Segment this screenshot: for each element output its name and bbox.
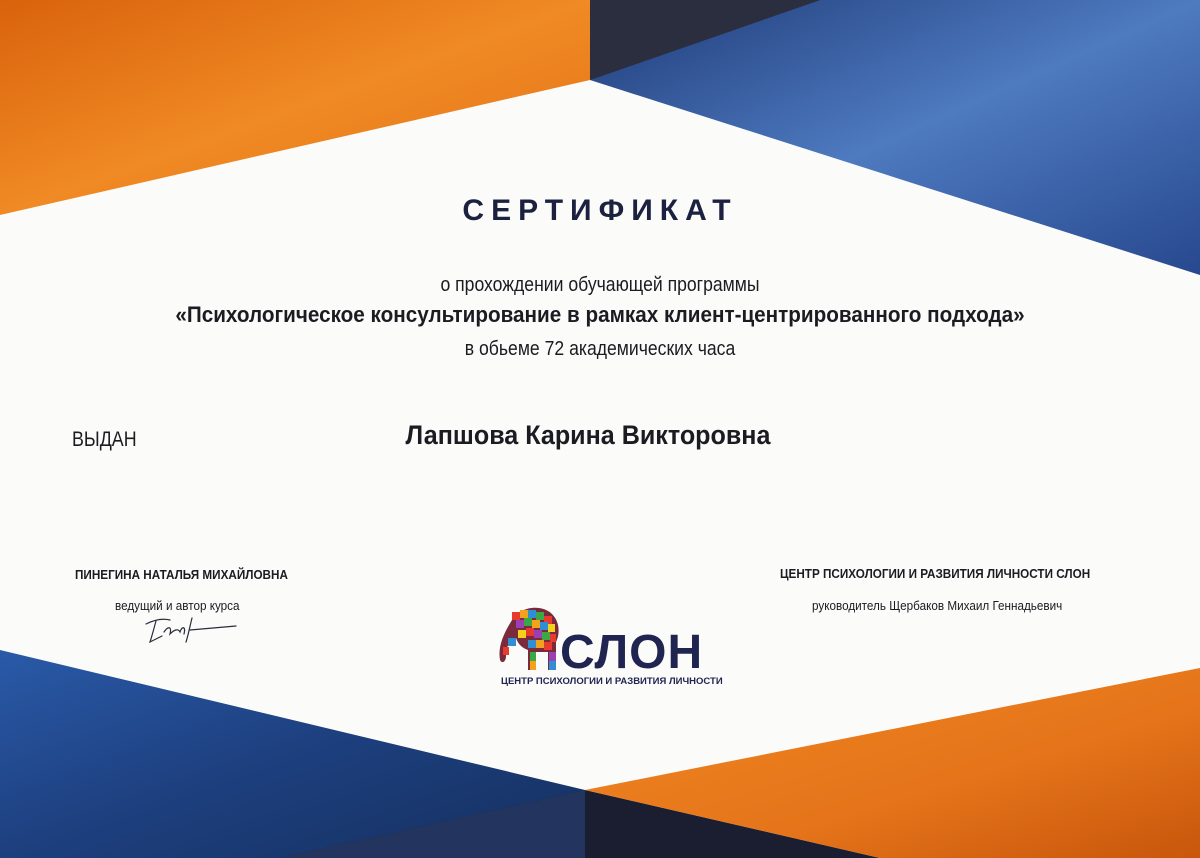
handwritten-signature xyxy=(140,612,240,646)
logo-subtitle: ЦЕНТР ПСИХОЛОГИИ И РАЗВИТИЯ ЛИЧНОСТИ xyxy=(501,676,723,687)
issued-label: ВЫДАН xyxy=(72,428,137,451)
program-intro: о прохождении обучающей программы xyxy=(440,274,760,296)
program-volume: в обьеме 72 академических часа xyxy=(464,338,736,360)
left-signatory-name: ПИНЕГИНА НАТАЛЬЯ МИХАЙЛОВНА xyxy=(75,567,288,582)
program-name: «Психологическое консультирование в рамках клиент-центрированного подхода» xyxy=(175,302,1025,327)
recipient-name: Лапшова Карина Викторовна xyxy=(405,420,771,450)
certificate-title: СЕРТИФИКАТ xyxy=(462,194,738,227)
organization-name: ЦЕНТР ПСИХОЛОГИИ И РАЗВИТИЯ ЛИЧНОСТИ СЛОН xyxy=(780,566,1091,581)
right-signatory-role: руководитель Щербаков Михаил Геннадьевич xyxy=(812,598,1063,613)
elephant-mosaic-icon xyxy=(500,608,559,670)
left-signatory-role: ведущий и автор курса xyxy=(115,598,240,613)
logo-wordmark: СЛОН xyxy=(560,626,704,679)
top-left-orange-band xyxy=(0,0,590,215)
